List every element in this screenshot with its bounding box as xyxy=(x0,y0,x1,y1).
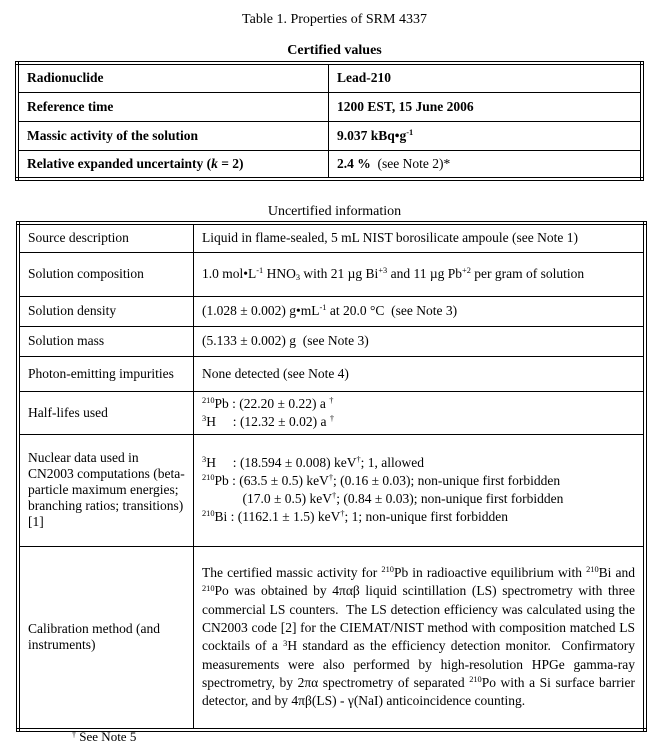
row-value: (1.028 ± 0.002) $g•mL^{-1}$ at 20.0 °C (see Note 3) xyxy=(194,296,646,326)
row-value: $^{210}$Pb : (22.20 ± 0.22) a † $^3$H : (12.32 ± 0.02) a † xyxy=(194,391,646,434)
row-value: Lead-210 xyxy=(329,63,643,92)
row-massic-activity xyxy=(17,121,642,150)
row-value: 1.0 $mol•L^{-1}$ $HNO_3$ with 21 µg $Bi^{+3}$ and 11 µg $Pb^{+2}$ per gram of solution xyxy=(194,252,646,296)
row-value: The certified massic activity for $^{210}$Pb in radioactive equilibrium with $^{210}$Bi and $^{210}$Po was obtained by 4παβ liquid scintillation (LS) spectrometry with three commercial LS counters. The LS detection efficiency was calculated using the CN2003 code [2] for the CIEMAT/NIST method with composition matched LS cocktails of a $^3$H standard as the efficiency detection monitor. Confirmatory measurements were also performed by high-resolution HPGe gamma-ray spectrometry, by 2πα spectrometry of separated $^{210}$Po with a Si surface barrier detector, and by 4πβ(LS) - γ(NaI) anticoincidence counting. xyxy=(194,546,646,730)
row-label: Photon-emitting impurities xyxy=(18,356,194,391)
row-value: None detected (see Note 4) xyxy=(194,356,646,391)
row-value: (5.133 ± 0.002) g (see Note 3) xyxy=(194,326,646,356)
row-label: Nuclear data used in CN2003 computations (beta-particle maximum energies; branching ratios; transitions) [1] xyxy=(18,434,194,546)
row-value: 1200 EST, 15 June 2006 xyxy=(329,92,643,121)
row-label: Calibration method (and instruments) xyxy=(18,546,194,730)
row-solution-composition xyxy=(18,252,645,296)
row-half-lifes-used xyxy=(18,391,645,434)
row-source-description xyxy=(18,223,645,252)
row-label: Massic activity of the solution xyxy=(17,121,329,150)
certified-values-heading: Certified values xyxy=(287,43,382,58)
document-title: Table 1. Properties of SRM 4337 xyxy=(242,12,427,27)
row-label: Solution composition xyxy=(18,252,194,296)
row-calibration-method xyxy=(18,546,645,730)
uncertified-information-heading: Uncertified information xyxy=(267,204,402,219)
row-photon-emitting-impurities xyxy=(18,356,645,391)
row-value: 2.4 % (see Note 2)* xyxy=(329,150,643,179)
row-value: $^3$H : (18.594 ± 0.008) keV†; 1, allowed $^{210}$Pb : (63.5 ± 0.5) keV†; (0.16 ± 0.03); non-unique first forbidden (17.0 ± 0.5) keV†; (0.84 ± 0.03); non-unique first forbidden $^{210}$Bi : (1162.1 ± 1.5) keV†; 1; non-unique first forbidden xyxy=(194,434,646,546)
row-solution-mass xyxy=(18,326,645,356)
uncertified-information-table xyxy=(16,221,647,732)
row-label: Source description xyxy=(18,223,194,252)
certified-values-table xyxy=(15,61,644,181)
row-label: Relative expanded uncertainty (k = 2) xyxy=(17,150,329,179)
row-radionuclide xyxy=(17,63,642,92)
row-label: Radionuclide xyxy=(17,63,329,92)
row-solution-density xyxy=(18,296,645,326)
row-label: Reference time xyxy=(17,92,329,121)
row-label: Solution density xyxy=(18,296,194,326)
row-value: Liquid in flame-sealed, 5 mL NIST borosilicate ampoule (see Note 1) xyxy=(194,223,646,252)
row-reference-time xyxy=(17,92,642,121)
row-value: 9.037 $kBq•g^{-1}$ xyxy=(329,121,643,150)
dagger-footnote: † See Note 5 xyxy=(72,729,137,744)
row-nuclear-data xyxy=(18,434,645,546)
row-relative-expanded-uncertainty xyxy=(17,150,642,179)
row-label: Solution mass xyxy=(18,326,194,356)
row-label: Half-lifes used xyxy=(18,391,194,434)
